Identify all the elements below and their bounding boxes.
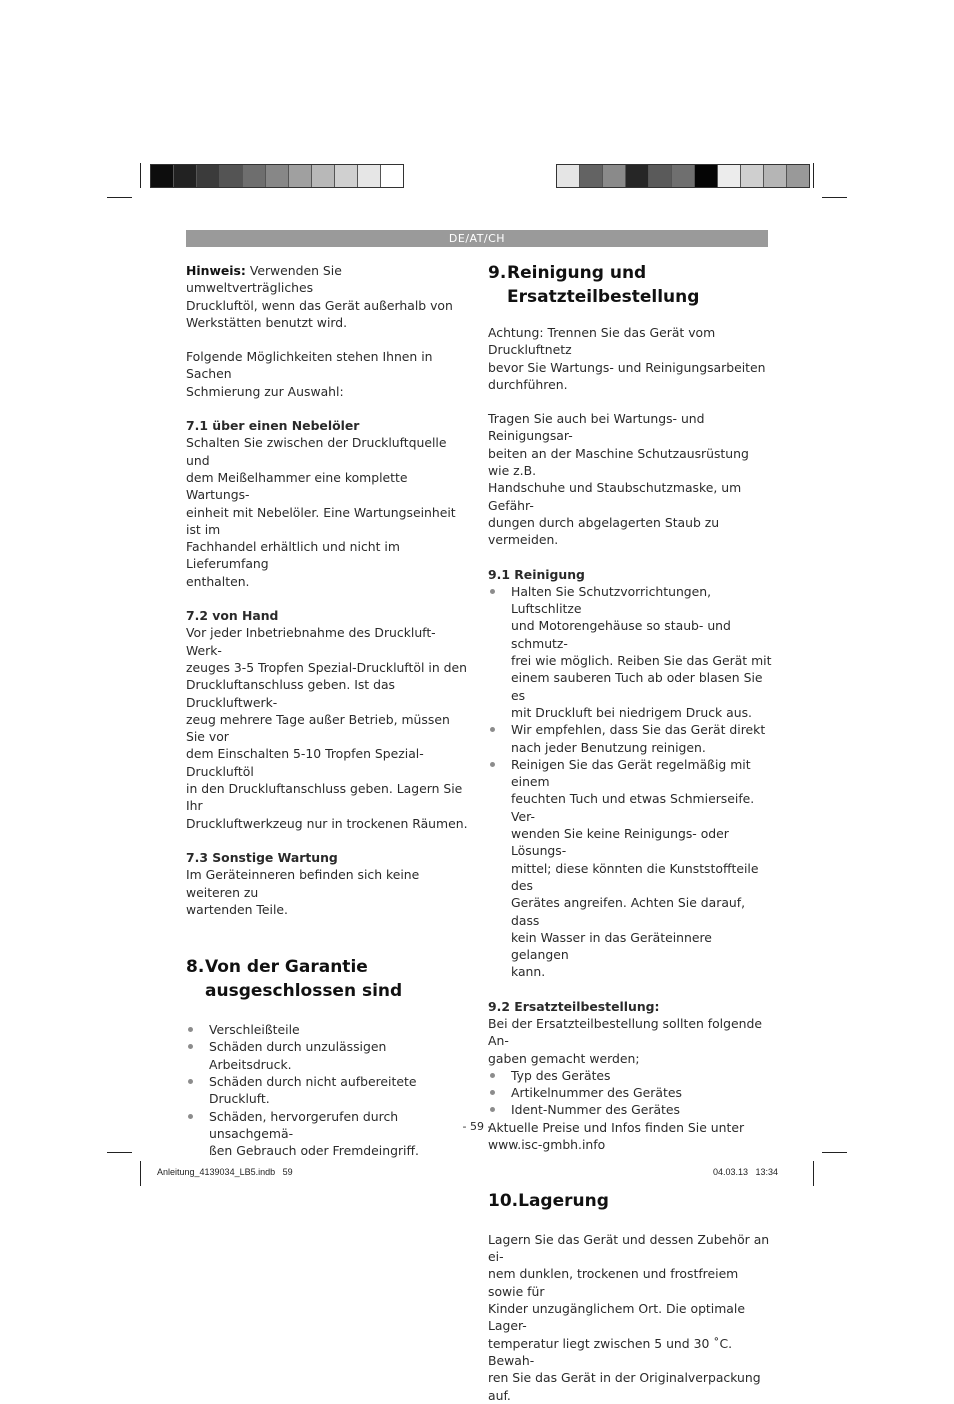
color-calibration-bar-left — [150, 164, 404, 188]
color-swatch — [741, 165, 764, 187]
spare-parts-list — [488, 1067, 772, 1119]
protective-gear-line: Handschuhe und Staubschutzmaske, um Gefähr- — [488, 480, 742, 513]
section-7-2-line: in den Druckluftanschluss geben. Lagern Sie Ihr — [186, 781, 463, 814]
crop-mark — [140, 163, 141, 188]
page-number: - 59 - — [462, 1120, 492, 1133]
spare-parts-line: gaben gemacht werden; — [488, 1050, 640, 1066]
color-swatch — [335, 165, 358, 187]
section-8-title-line: Von der Garantie — [205, 957, 368, 978]
section-8-number: 8. — [186, 957, 205, 978]
color-swatch — [358, 165, 381, 187]
color-swatch — [151, 165, 174, 187]
hint-line: Werkstätten benutzt wird. — [186, 314, 348, 330]
section-7-2-line: Druckluftwerkzeug nur in trockenen Räumen. — [186, 815, 468, 831]
section-10-heading — [488, 1190, 772, 1214]
color-swatch — [695, 165, 718, 187]
color-swatch — [718, 165, 741, 187]
protective-gear-line: dungen durch abgelagerten Staub zu vermeiden. — [488, 514, 720, 548]
crop-mark — [107, 197, 132, 198]
info-line: Aktuelle Preise und Infos finden Sie unter — [488, 1119, 745, 1135]
section-7-2-title: 7.2 von Hand — [186, 608, 279, 624]
intro-line: Folgende Möglichkeiten stehen Ihnen in Sachen — [186, 349, 433, 382]
section-10-number: 10. — [488, 1191, 519, 1212]
section-7-3-title: 7.3 Sonstige Wartung — [186, 849, 338, 865]
section-7-1-line: enthalten. — [186, 573, 250, 589]
section-9-2-title: 9.2 Ersatzteilbestellung: — [488, 998, 660, 1014]
color-swatch — [220, 165, 243, 187]
section-9-title-line: Ersatzteilbestellung — [507, 286, 700, 307]
hint-paragraph: Hinweis: Verwenden Sie umweltverträgliches — [186, 263, 342, 296]
color-swatch — [787, 165, 809, 187]
section-8-title-line: ausgeschlossen sind — [205, 980, 403, 1001]
list-item: Wir empfehlen, dass Sie das Gerät direkt nach jeder Benutzung reinigen. — [488, 721, 772, 756]
list-item: Schäden durch nicht aufbereitete Druckluft. — [186, 1073, 468, 1108]
section-7-3-line: Im Geräteinneren befinden sich keine weiteren zu — [186, 867, 420, 900]
color-calibration-bar-right — [556, 164, 810, 188]
section-7-2-line: zeug mehrere Tage außer Betrieb, müssen Sie vor — [186, 711, 450, 745]
section-9-title-line: Reinigung und — [507, 263, 647, 283]
cleaning-list — [488, 583, 772, 981]
hint-line: Druckluftöl, wenn das Gerät außerhalb von — [186, 297, 453, 313]
color-swatch — [289, 165, 312, 187]
section-7-2-line: dem Einschalten 5-10 Tropfen Spezial-Druckluftöl — [186, 746, 424, 779]
list-item: Verschleißteile — [186, 1021, 468, 1038]
section-7-1-title: 7.1 über einen Nebelöler — [186, 418, 360, 434]
crop-mark — [140, 1161, 141, 1186]
attention-line: Achtung: Trennen Sie das Gerät vom Druckluftnetz — [488, 325, 716, 358]
section-10-title: Lagerung — [518, 1191, 609, 1212]
section-7-2-line: Druckluftanschluss geben. Ist das Druckluftwerk- — [186, 677, 396, 710]
color-swatch — [649, 165, 672, 187]
intro-line: Schmierung zur Auswahl: — [186, 383, 344, 399]
crop-mark — [822, 197, 847, 198]
color-swatch — [266, 165, 289, 187]
storage-line: ren Sie das Gerät in der Originalverpackung auf. — [488, 1370, 761, 1403]
website-link[interactable]: www.isc-gmbh.info — [488, 1137, 606, 1153]
list-item: Halten Sie Schutzvorrichtungen, Luftschlitze und Motorengehäuse so staub- und schmutz- frei wie möglich. Reiben Sie das Gerät mit einem sauberen Tuch ab oder blasen Sie es mit Druckluft bei niedrigem Druck aus. — [488, 583, 772, 721]
section-9-heading — [488, 262, 772, 309]
color-swatch — [381, 165, 403, 187]
color-swatch — [197, 165, 220, 187]
color-swatch — [557, 165, 580, 187]
section-7-1-line: dem Meißelhammer eine komplette Wartungs- — [186, 469, 408, 503]
color-swatch — [626, 165, 649, 187]
color-swatch — [243, 165, 266, 187]
crop-mark — [813, 1161, 814, 1186]
list-item: Schäden, hervorgerufen durch unsachgemä- ßen Gebrauch oder Fremdeingriff. — [186, 1108, 468, 1160]
color-swatch — [174, 165, 197, 187]
section-7-1-line: Schalten Sie zwischen der Druckluftquelle und — [186, 435, 447, 468]
color-swatch — [764, 165, 787, 187]
list-item: Schäden durch unzulässigen Arbeitsdruck. — [186, 1038, 468, 1073]
section-7-2-line: Vor jeder Inbetriebnahme des Druckluft-Werk- — [186, 625, 436, 658]
crop-mark — [107, 1152, 132, 1153]
storage-line: nem dunklen, trockenen und frostfreiem sowie für — [488, 1266, 739, 1299]
crop-mark — [813, 163, 814, 188]
right-column — [488, 262, 772, 1404]
section-9-number: 9. — [488, 263, 507, 283]
storage-line: Kinder unzugänglichem Ort. Die optimale Lager- — [488, 1301, 745, 1334]
list-item: Artikelnummer des Gerätes — [488, 1084, 772, 1101]
footer-file-info: Anleitung_4139034_LB5.indb 59 — [157, 1167, 293, 1177]
color-swatch — [580, 165, 603, 187]
color-swatch — [312, 165, 335, 187]
color-swatch — [603, 165, 626, 187]
storage-line: Lagern Sie das Gerät und dessen Zubehör an ei- — [488, 1231, 770, 1265]
attention-line: durchführen. — [488, 376, 568, 392]
section-7-3-line: wartenden Teile. — [186, 901, 288, 917]
section-7-2-line: zeuges 3-5 Tropfen Spezial-Druckluftöl in den — [186, 659, 467, 675]
section-7-1-line: einheit mit Nebelöler. Eine Wartungseinheit ist im — [186, 504, 456, 537]
section-8-heading — [186, 956, 468, 1003]
language-header-bar: DE/AT/CH — [186, 230, 768, 247]
list-item: Typ des Gerätes — [488, 1067, 772, 1084]
list-item: Ident-Nummer des Gerätes — [488, 1101, 772, 1118]
footer-date: 04.03.13 13:34 — [712, 1167, 778, 1177]
protective-gear-line: Tragen Sie auch bei Wartungs- und Reinigungsar- — [488, 411, 705, 444]
spare-parts-line: Bei der Ersatzteilbestellung sollten folgende An- — [488, 1015, 762, 1049]
list-item: Reinigen Sie das Gerät regelmäßig mit einem feuchten Tuch und etwas Schmierseife. Ver- wenden Sie keine Reinigungs- oder Lösungs- mittel; diese könnten die Kunststoffteile des Gerätes angreifen. Achten Sie darauf, dass kein Wasser in das Geräteinnere gelangen kann. — [488, 756, 772, 981]
section-9-1-title: 9.1 Reinigung — [488, 566, 585, 582]
hint-label: Hinweis: — [186, 263, 246, 278]
section-7-1-line: Fachhandel erhältlich und nicht im Lieferumfang — [186, 539, 400, 572]
warranty-exclusions-list — [186, 1021, 468, 1159]
protective-gear-line: beiten an der Maschine Schutzausrüstung wie z.B. — [488, 445, 749, 479]
left-column — [186, 262, 468, 1159]
storage-line: temperatur liegt zwischen 5 und 30 ˚C. Bewah- — [488, 1335, 733, 1368]
attention-line: bevor Sie Wartungs- und Reinigungsarbeiten — [488, 359, 766, 375]
color-swatch — [672, 165, 695, 187]
crop-mark — [822, 1152, 847, 1153]
